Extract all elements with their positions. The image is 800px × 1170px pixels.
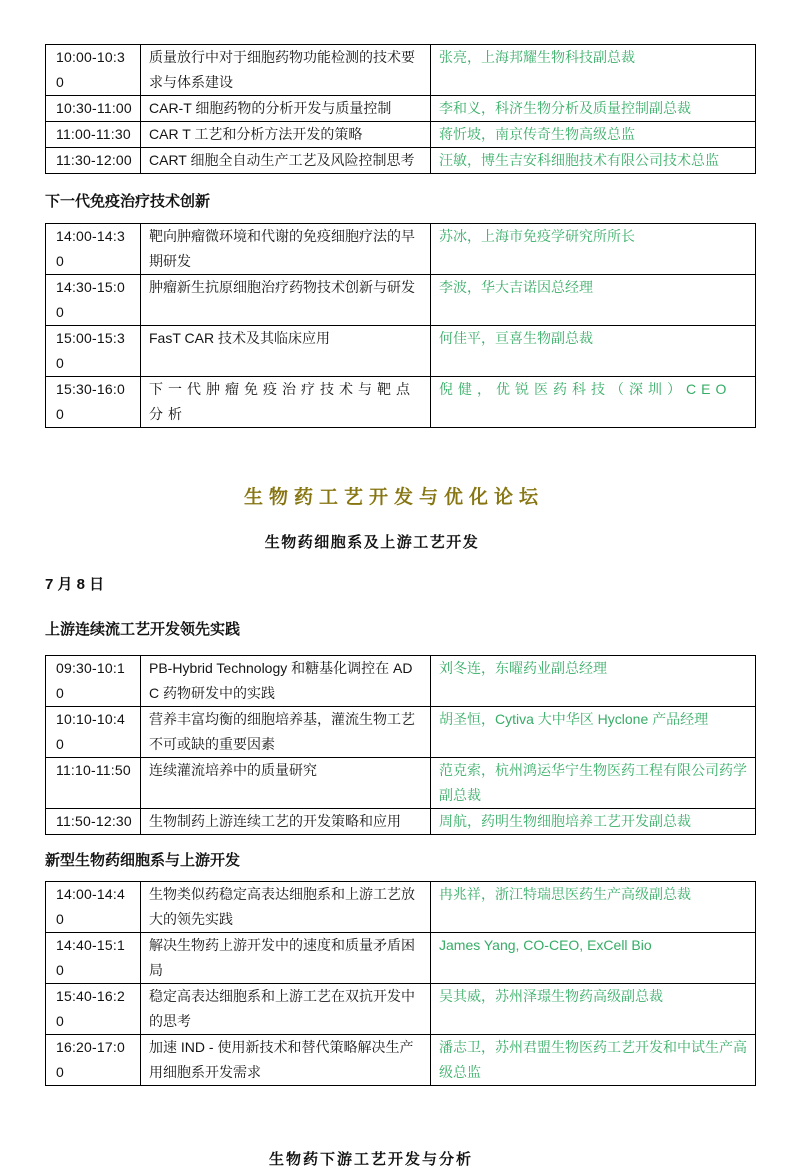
session-topic: 肿瘤新生抗原细胞治疗药物技术创新与研发 [141,275,431,326]
table-row [46,984,756,1035]
session-time: 14:30-15:00 [46,275,141,326]
session-time: 10:10-10:40 [46,707,141,758]
table-row [46,933,756,984]
session-topic: 营养丰富均衡的细胞培养基，灌流生物工艺不可或缺的重要因素 [141,707,431,758]
section-heading-upstream-continuous-flow: 上游连续流工艺开发领先实践 [45,621,241,638]
session-speaker: 苏冰，上海市免疫学研究所所长 [431,224,756,275]
session-speaker: 刘冬连，东曜药业副总经理 [431,656,756,707]
session-speaker: 冉兆祥，浙江特瑞思医药生产高级副总裁 [431,882,756,933]
novel-cell-line-upstream-table [45,881,756,1086]
session-time: 15:30-16:00 [46,377,141,428]
table-row [46,809,756,835]
session-speaker: 蒋忻坡，南京传奇生物高级总监 [431,122,756,148]
session-topic: 生物类似药稳定高表达细胞系和上游工艺放大的领先实践 [141,882,431,933]
session-speaker: 李波，华大吉诺因总经理 [431,275,756,326]
table-row [46,326,756,377]
session-speaker: 倪健，优锐医药科技（深圳）CEO [431,377,756,428]
session-speaker: 范克索，杭州鸿运华宁生物医药工程有限公司药学副总裁 [431,758,756,809]
session-time: 14:40-15:10 [46,933,141,984]
session-speaker: 周航，药明生物细胞培养工艺开发副总裁 [431,809,756,835]
table-row [46,96,756,122]
forum-title: 生物药工艺开发与优化论坛 [243,487,544,508]
session-topic: 解决生物药上游开发中的速度和质量矛盾困局 [141,933,431,984]
table-row [46,656,756,707]
session-time: 09:30-10:10 [46,656,141,707]
table-row [46,224,756,275]
table-row [46,122,756,148]
downstream-section-title: 生物药下游工艺开发与分析 [268,1151,473,1168]
date-heading: 7 月 8 日 [45,576,105,593]
table-row [46,758,756,809]
table-row [46,882,756,933]
session-time: 11:30-12:00 [46,148,141,174]
table-row [46,45,756,96]
table-row [46,707,756,758]
session-topic: 稳定高表达细胞系和上游工艺在双抗开发中的思考 [141,984,431,1035]
session-time: 15:00-15:30 [46,326,141,377]
session-topic: CAR T 工艺和分析方法开发的策略 [141,122,431,148]
session-speaker: 胡圣恒，Cytiva 大中华区 Hyclone 产品经理 [431,707,756,758]
session-topic: CART 细胞全自动生产工艺及风险控制思考 [141,148,431,174]
session-time: 16:20-17:00 [46,1035,141,1086]
session-topic: PB-Hybrid Technology 和糖基化调控在 ADC 药物研发中的实践 [141,656,431,707]
section-heading-next-gen-immunotherapy: 下一代免疫治疗技术创新 [45,193,211,210]
table-row [46,275,756,326]
session-time: 11:50-12:30 [46,809,141,835]
session-topic: FasT CAR 技术及其临床应用 [141,326,431,377]
session-speaker: 张亮，上海邦耀生物科技副总裁 [431,45,756,96]
upstream-continuous-flow-table [45,655,756,835]
session-speaker: 吴其威，苏州泽璟生物药高级副总裁 [431,984,756,1035]
session-topic: 生物制药上游连续工艺的开发策略和应用 [141,809,431,835]
table-row [46,148,756,174]
forum-subtitle: 生物药细胞系及上游工艺开发 [264,534,480,551]
session-time: 10:30-11:00 [46,96,141,122]
session-speaker: 潘志卫，苏州君盟生物医药工艺开发和中试生产高级总监 [431,1035,756,1086]
session-speaker: 何佳平，亘喜生物副总裁 [431,326,756,377]
table-row [46,1035,756,1086]
session-speaker: 汪敏，博生吉安科细胞技术有限公司技术总监 [431,148,756,174]
cell-therapy-morning-table [45,44,756,174]
next-gen-immunotherapy-table [45,223,756,428]
session-topic: 靶向肿瘤微环境和代谢的免疫细胞疗法的早期研发 [141,224,431,275]
session-topic: 连续灌流培养中的质量研究 [141,758,431,809]
session-topic: CAR-T 细胞药物的分析开发与质量控制 [141,96,431,122]
session-topic: 下一代肿瘤免疫治疗技术与靶点分析 [141,377,431,428]
session-speaker: James Yang, CO-CEO, ExCell Bio [431,933,756,984]
session-time: 11:10-11:50 [46,758,141,809]
session-topic: 质量放行中对于细胞药物功能检测的技术要求与体系建设 [141,45,431,96]
session-time: 14:00-14:40 [46,882,141,933]
session-time: 11:00-11:30 [46,122,141,148]
session-speaker: 李和义，科济生物分析及质量控制副总裁 [431,96,756,122]
session-time: 15:40-16:20 [46,984,141,1035]
table-row [46,377,756,428]
section-heading-novel-cell-line-upstream: 新型生物药细胞系与上游开发 [45,852,241,869]
session-topic: 加速 IND - 使用新技术和替代策略解决生产用细胞系开发需求 [141,1035,431,1086]
session-time: 10:00-10:30 [46,45,141,96]
session-time: 14:00-14:30 [46,224,141,275]
